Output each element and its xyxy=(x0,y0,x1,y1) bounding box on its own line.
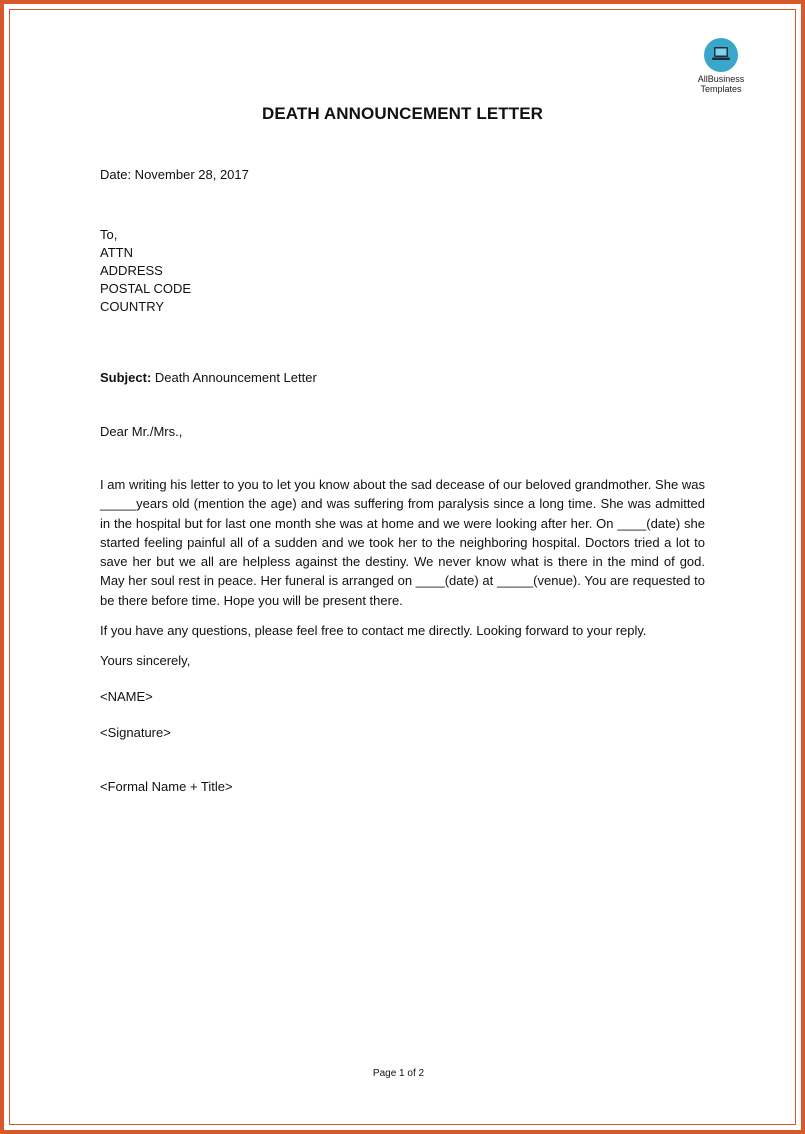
subject-label: Subject: xyxy=(100,370,152,385)
document-title: DEATH ANNOUNCEMENT LETTER xyxy=(261,104,544,123)
questions-paragraph: If you have any questions, please feel free to contact me directly. Looking forward to your reply. xyxy=(100,623,647,638)
address-to: To, xyxy=(100,227,118,242)
subject-value: Death Announcement Letter xyxy=(151,370,317,385)
signature-placeholder: <Signature> xyxy=(100,725,171,740)
logo-name: AllBusiness xyxy=(697,74,745,84)
address-postal-code: POSTAL CODE xyxy=(100,281,192,296)
laptop-icon xyxy=(704,38,738,72)
allbusiness-logo xyxy=(680,38,762,94)
address-line: ADDRESS xyxy=(100,263,163,278)
name-placeholder: <NAME> xyxy=(100,689,153,704)
page-number: Page 1 of 2 xyxy=(372,1068,425,1079)
formal-name-placeholder: <Formal Name + Title> xyxy=(100,779,233,794)
date-line: Date: November 28, 2017 xyxy=(100,167,249,182)
body-paragraph: I am writing his letter to you to let you know about the sad decease of our beloved grandmother. She was _____years old (mention the age) and was suffering from paralysis since a long time. She was admitted in the hospital but for last one month she was at home and we were looking after her. On ____(date) she started feeling painful all of a sudden and we took her to the neighboring hospital. Doctors tried a lot to save her but we all are helpless against the destiny. We never know what is there in the mind of god. May her soul rest in peace. Her funeral is arranged on ____(date) at _____(venue). You are requested to be there before time. Hope you will be present there. xyxy=(100,477,705,608)
logo-subtitle: Templates xyxy=(700,84,742,94)
subject-line xyxy=(100,369,317,387)
address-country: COUNTRY xyxy=(100,299,165,314)
address-attn: ATTN xyxy=(100,245,133,260)
closing: Yours sincerely, xyxy=(100,653,191,668)
greeting: Dear Mr./Mrs., xyxy=(100,424,183,439)
